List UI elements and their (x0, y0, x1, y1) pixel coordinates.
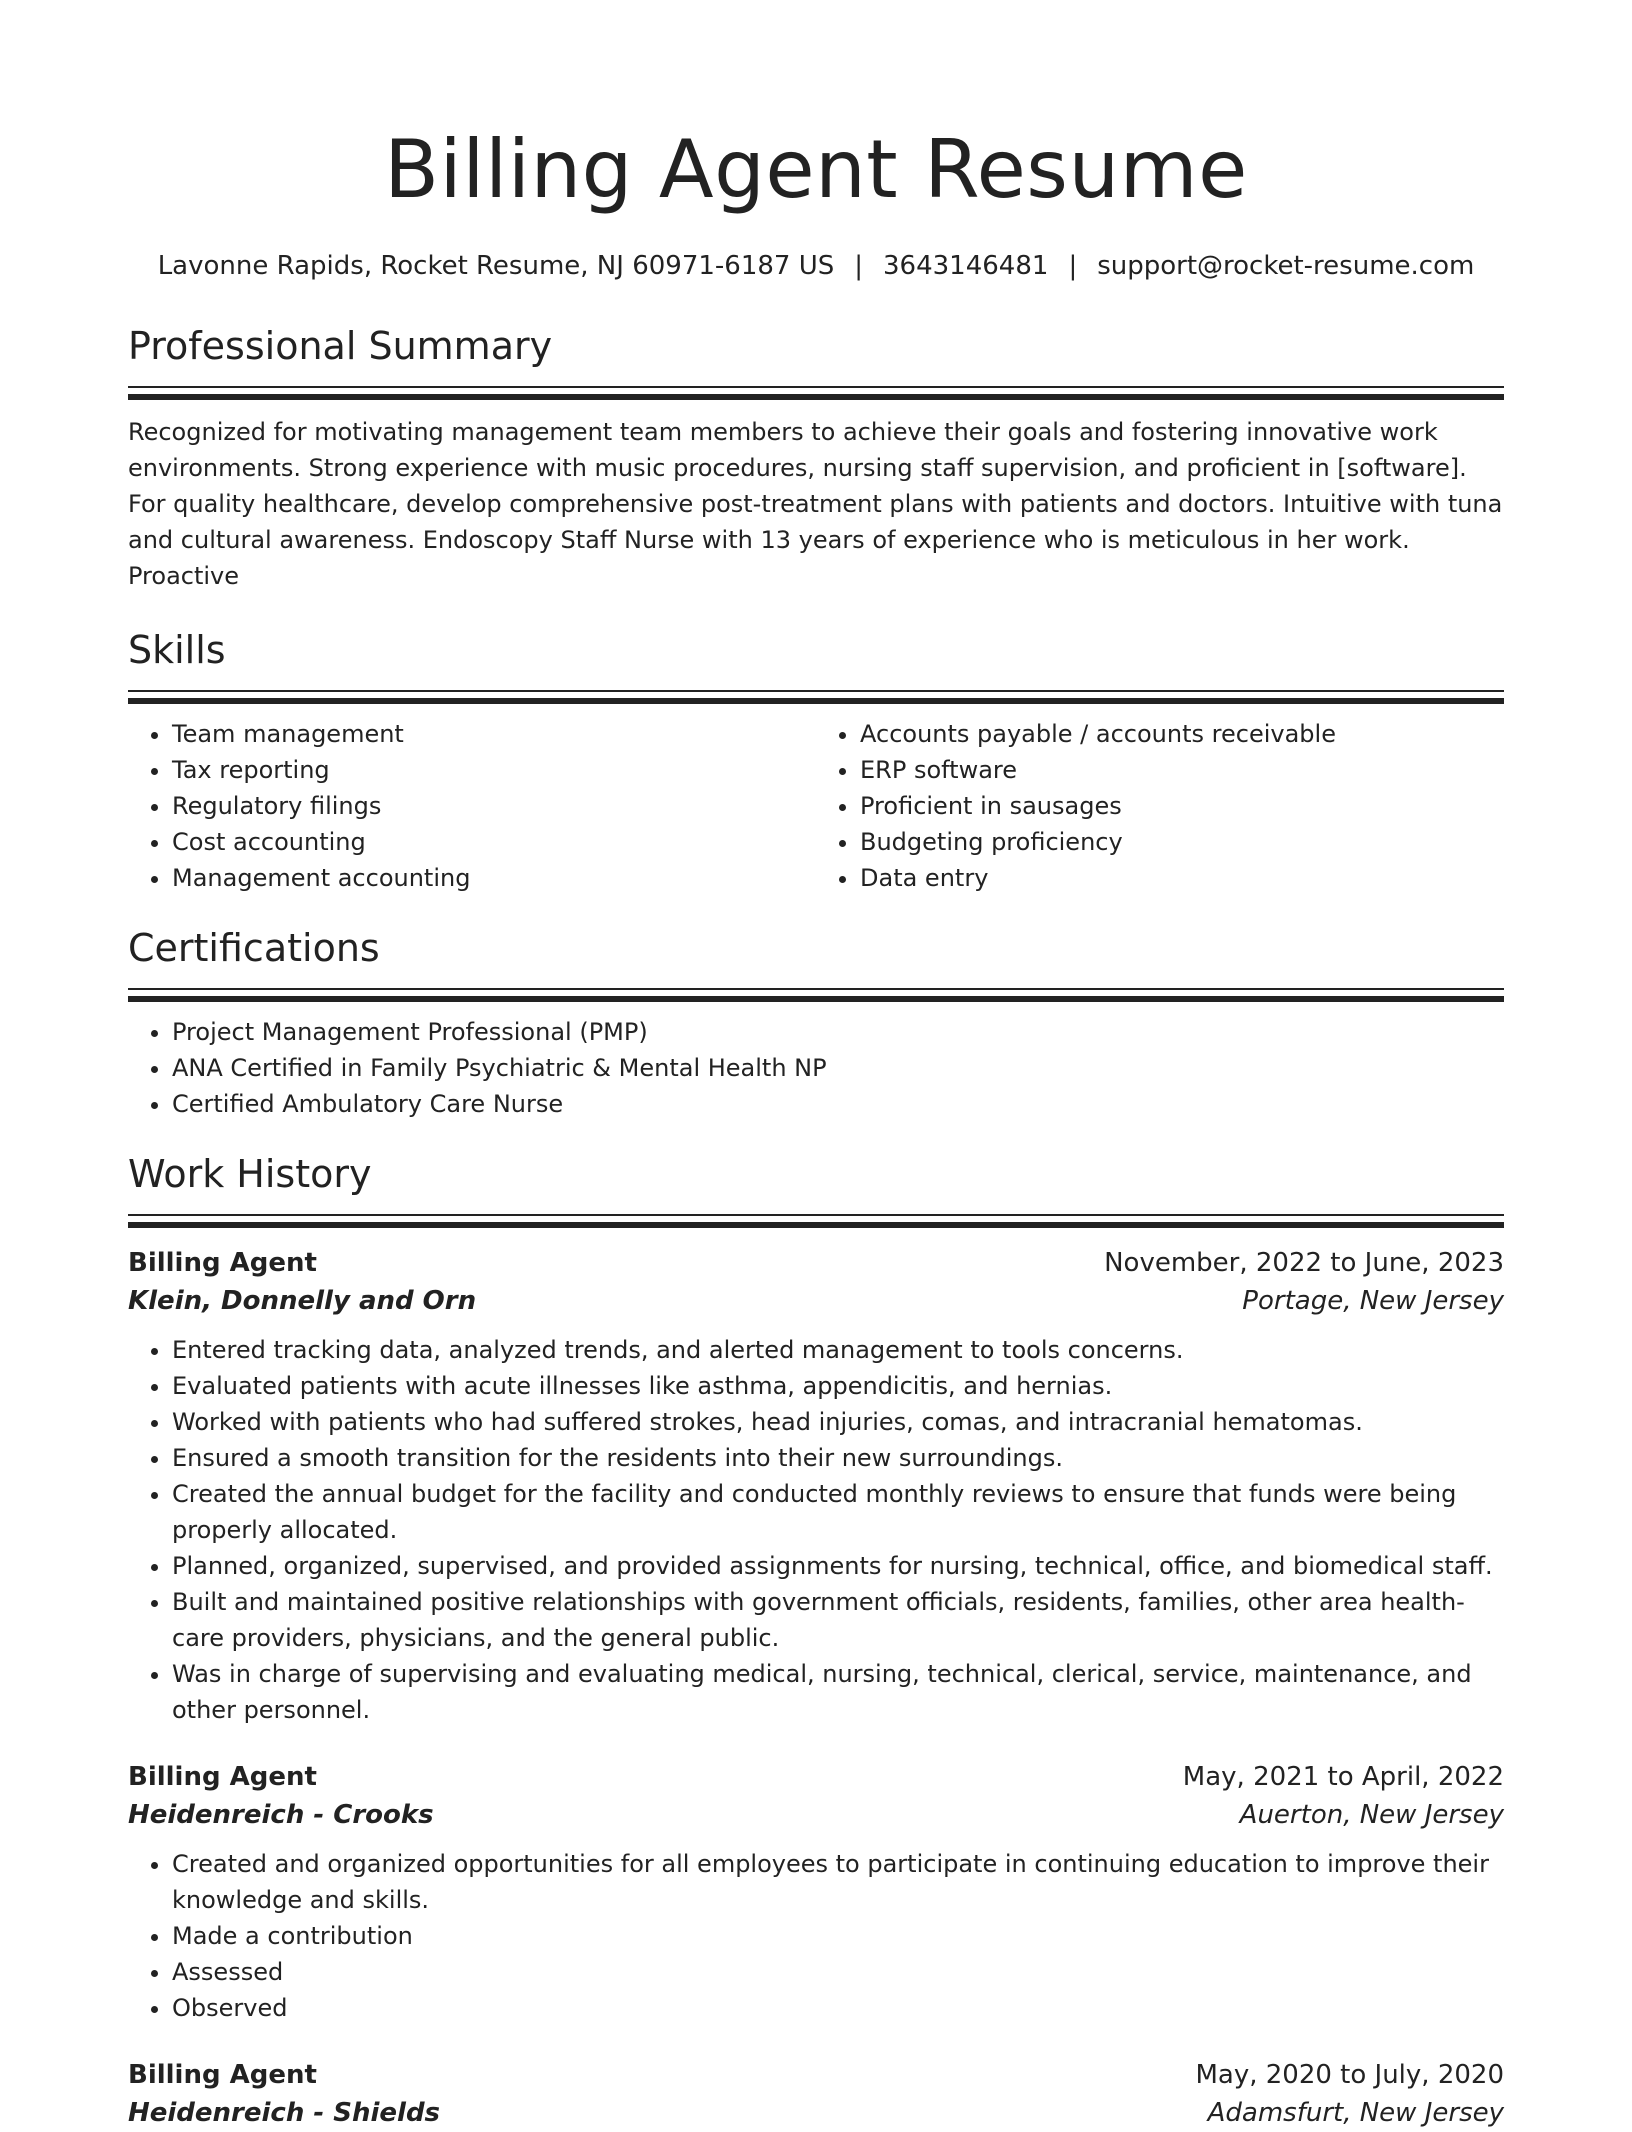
certifications-section (128, 926, 1504, 1122)
list-item: • Created and organized opportunities for all employees to participate in continuing education to improve their knowledge and skills. (172, 1846, 1504, 1918)
list-item: • Tax reporting (172, 752, 816, 788)
section-divider (128, 1214, 1504, 1228)
page-title: Billing Agent Resume (384, 123, 1248, 216)
list-item: • Team management (172, 716, 816, 752)
list-item: • Project Management Professional (PMP) (172, 1014, 1504, 1050)
skills-section (128, 628, 1504, 896)
list-item: • Budgeting proficiency (860, 824, 1504, 860)
list-item: • Worked with patients who had suffered strokes, head injuries, comas, and intracranial hematomas. (172, 1404, 1504, 1440)
job-title: Billing Agent (128, 2060, 317, 2090)
contact-email[interactable]: support@rocket-resume.com (1097, 251, 1475, 281)
job-header-row (128, 1758, 1504, 1796)
job-header-row (128, 2056, 1504, 2094)
skills-grid (128, 704, 1504, 896)
list-item: • ERP software (860, 752, 1504, 788)
list-item: • Data entry (860, 860, 1504, 896)
job-entry (128, 2056, 1504, 2132)
section-divider (128, 386, 1504, 400)
job-company: Heidenreich - Crooks (128, 1800, 434, 1830)
contact-separator: | (854, 251, 864, 281)
list-item: • Entered tracking data, analyzed trends, and alerted management to tools concerns. (172, 1332, 1504, 1368)
job-subheader-row (128, 1282, 1504, 1320)
list-item: • Was in charge of supervising and evaluating medical, nursing, technical, clerical, service, maintenance, and other personnel. (172, 1656, 1504, 1728)
certifications-list (128, 1014, 1504, 1122)
job-subheader-row (128, 1796, 1504, 1834)
job-location: Portage, New Jersey (1242, 1286, 1504, 1316)
job-location: Auerton, New Jersey (1239, 1800, 1504, 1830)
contact-line (128, 248, 1504, 284)
certifications-heading: Certifications (128, 926, 380, 970)
skills-list-right (816, 716, 1504, 896)
job-location: Adamsfurt, New Jersey (1207, 2098, 1504, 2128)
job-dates: May, 2020 to July, 2020 (1195, 2060, 1504, 2090)
contact-separator: | (1068, 251, 1078, 281)
skills-list-left (128, 716, 816, 896)
list-item: • Proficient in sausages (860, 788, 1504, 824)
list-item: • Created the annual budget for the facility and conducted monthly reviews to ensure that funds were being properly allocated. (172, 1476, 1504, 1548)
section-divider (128, 988, 1504, 1002)
list-item: • Cost accounting (172, 824, 816, 860)
list-item: • Regulatory filings (172, 788, 816, 824)
work-history-heading: Work History (128, 1152, 372, 1196)
list-item: • Planned, organized, supervised, and provided assignments for nursing, technical, office, and biomedical staff. (172, 1548, 1504, 1584)
summary-text: Recognized for motivating management team members to achieve their goals and fostering innovative work environments. Strong experience with music procedures, nursing staff supervision, and proficient in [software]. For quality healthcare, develop comprehensive post-treatment plans with patients and doctors. Intuitive with tuna and cultural awareness. Endoscopy Staff Nurse with 13 years of experience who is meticulous in her work. Proactive (128, 418, 1503, 590)
job-entry (128, 1244, 1504, 1728)
job-bullets (128, 1846, 1504, 2026)
list-item: • Observed (172, 1990, 1504, 2026)
job-company: Heidenreich - Shields (128, 2098, 441, 2128)
job-entry (128, 1758, 1504, 2026)
contact-address: Lavonne Rapids, Rocket Resume, NJ 60971-6187 US (157, 251, 835, 281)
list-item: • Management accounting (172, 860, 816, 896)
job-company: Klein, Donnelly and Orn (128, 1286, 477, 1316)
contact-phone: 3643146481 (883, 251, 1049, 281)
list-item: • Built and maintained positive relationships with government officials, residents, families, other area health-care providers, physicians, and the general public. (172, 1584, 1504, 1656)
job-dates: May, 2021 to April, 2022 (1182, 1762, 1504, 1792)
job-dates: November, 2022 to June, 2023 (1104, 1248, 1504, 1278)
job-title: Billing Agent (128, 1762, 317, 1792)
list-item: • Made a contribution (172, 1918, 1504, 1954)
job-title: Billing Agent (128, 1248, 317, 1278)
list-item: • Ensured a smooth transition for the residents into their new surroundings. (172, 1440, 1504, 1476)
summary-heading: Professional Summary (128, 324, 553, 368)
list-item: • Evaluated patients with acute illnesses like asthma, appendicitis, and hernias. (172, 1368, 1504, 1404)
job-subheader-row (128, 2094, 1504, 2132)
list-item: • Assessed (172, 1954, 1504, 1990)
list-item: • Accounts payable / accounts receivable (860, 716, 1504, 752)
work-history-section (128, 1152, 1504, 2132)
list-item: • ANA Certified in Family Psychiatric & Mental Health NP (172, 1050, 1504, 1086)
job-header-row (128, 1244, 1504, 1282)
list-item: • Certified Ambulatory Care Nurse (172, 1086, 1504, 1122)
job-bullets (128, 1332, 1504, 1728)
skills-heading: Skills (128, 628, 226, 672)
section-divider (128, 690, 1504, 704)
summary-section (128, 324, 1504, 594)
